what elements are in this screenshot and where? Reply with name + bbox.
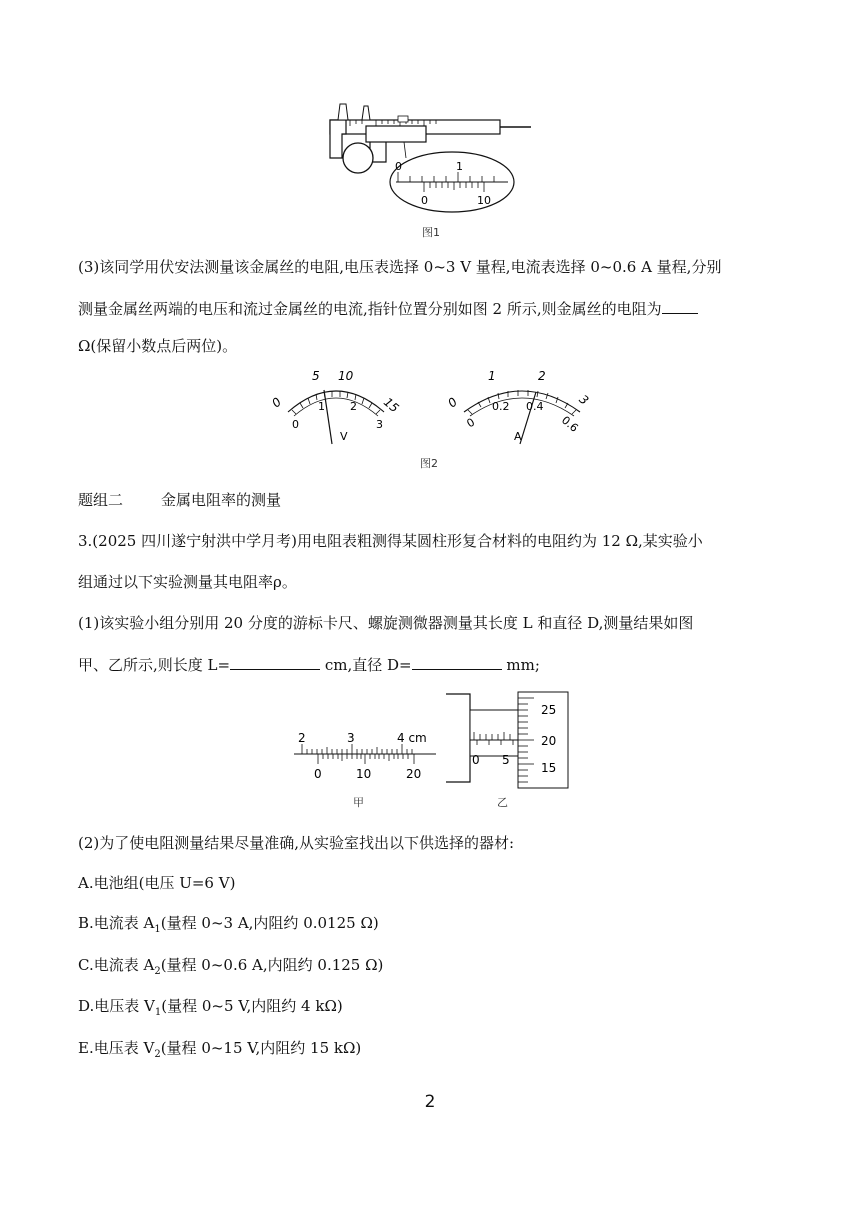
figure-jia-vernier <box>290 728 440 788</box>
jia-vernier-10: 10 <box>356 767 372 781</box>
voltmeter-inner-0: 0 <box>292 418 299 431</box>
jia-vernier-0: 0 <box>314 767 322 781</box>
equipment-item-e-text: E.电压表 V <box>78 1039 155 1057</box>
equipment-item-d-sub: 1 <box>154 1007 162 1018</box>
ammeter-inner-0.6: 0.6 <box>558 413 581 435</box>
page-number: 2 <box>424 1092 436 1112</box>
jia-main-3: 3 <box>347 731 355 745</box>
jia-vernier-20: 20 <box>406 767 422 781</box>
ammeter-outer-0: 0 <box>445 394 461 411</box>
ammeter-outer-2: 2 <box>538 369 546 383</box>
q3-line-1: (3)该同学用伏安法测量该金属丝的电阻,电压表选择 0~3 V 量程,电流表选择 0~0.6 A 量程,分别 <box>78 258 722 276</box>
equipment-item-a <box>78 873 235 893</box>
figure-2-caption: 图2 <box>420 457 438 470</box>
jia-main-2: 2 <box>298 731 306 745</box>
equipment-item-e <box>78 1038 361 1065</box>
q3b-line-2: 组通过以下实验测量其电阻率ρ。 <box>78 573 297 591</box>
equipment-item-a-text: A.电池组(电压 U=6 V) <box>78 874 236 892</box>
ammeter-outer-3: 3 <box>576 392 592 408</box>
ammeter-unit: A <box>514 430 522 443</box>
equipment-item-c <box>78 955 383 982</box>
length-answer-blank[interactable] <box>230 654 320 670</box>
equipment-item-c-spec: (量程 0~0.6 A,内阻约 0.125 Ω) <box>160 956 384 974</box>
fig1-vernier-label-0: 0 <box>421 194 428 207</box>
section-label: 题组二 <box>78 491 124 509</box>
figure-1-caption: 图1 <box>422 226 440 239</box>
equipment-item-b-text: B.电流表 A <box>78 914 155 932</box>
voltmeter-inner-1: 1 <box>318 400 325 413</box>
voltmeter-outer-10: 10 <box>338 369 354 383</box>
voltmeter-inner-3: 3 <box>376 418 383 431</box>
voltmeter-dial <box>269 369 401 444</box>
figure-1-vernier-caliper <box>326 98 536 214</box>
figure-yi-caption: 乙 <box>497 796 508 809</box>
section-heading <box>78 490 281 510</box>
fig1-vernier-label-10: 10 <box>477 194 491 207</box>
fig1-main-label-0: 0 <box>395 160 402 173</box>
ammeter-inner-0: 0 <box>464 415 478 431</box>
figure-yi-micrometer <box>444 690 574 790</box>
q3b-1-line-1: (1)该实验小组分别用 20 分度的游标卡尺、螺旋测微器测量其长度 L 和直径 D,测量结果如图 <box>78 614 694 632</box>
equipment-item-d <box>78 996 343 1023</box>
voltmeter-outer-0: 0 <box>269 394 285 411</box>
voltmeter-outer-5: 5 <box>312 369 320 383</box>
equipment-item-d-spec: (量程 0~5 V,内阻约 4 kΩ) <box>161 997 343 1015</box>
equipment-item-b <box>78 913 379 940</box>
equipment-item-d-text: D.电压表 V <box>78 997 155 1015</box>
q3b-1-text-c: mm; <box>501 656 540 674</box>
ammeter-inner-0.2: 0.2 <box>492 400 510 413</box>
equipment-item-c-sub: 2 <box>154 966 161 977</box>
yi-thimble-20: 20 <box>541 734 557 748</box>
equipment-item-b-spec: (量程 0~3 A,内阻约 0.0125 Ω) <box>160 914 379 932</box>
ammeter-inner-0.4: 0.4 <box>526 400 544 413</box>
resistance-answer-blank[interactable] <box>662 298 698 314</box>
ammeter-outer-1: 1 <box>488 369 496 383</box>
yi-sleeve-0: 0 <box>472 753 480 767</box>
fig1-main-label-1: 1 <box>456 160 463 173</box>
yi-thimble-15: 15 <box>541 761 557 775</box>
q3b-2-intro: (2)为了使电阻测量结果尽量准确,从实验室找出以下供选择的器材: <box>78 834 515 852</box>
figure-2-meters <box>269 368 602 444</box>
q3-line-3: Ω(保留小数点后两位)。 <box>78 337 238 355</box>
voltmeter-unit: V <box>340 430 348 443</box>
figure-jia-caption: 甲 <box>353 796 364 809</box>
q3b-line-1: 3.(2025 四川遂宁射洪中学月考)用电阻表粗测得某圆柱形复合材料的电阻约为 12 Ω,某实验小 <box>78 532 703 550</box>
voltmeter-inner-2: 2 <box>350 400 357 413</box>
yi-sleeve-5: 5 <box>502 753 510 767</box>
yi-thimble-25: 25 <box>541 703 557 717</box>
section-title: 金属电阻率的测量 <box>161 491 282 509</box>
equipment-item-c-text: C.电流表 A <box>78 956 155 974</box>
equipment-item-e-spec: (量程 0~15 V,内阻约 15 kΩ) <box>160 1039 362 1057</box>
equipment-item-b-sub: 1 <box>154 924 161 935</box>
ammeter-dial <box>445 369 591 444</box>
diameter-answer-blank[interactable] <box>412 654 502 670</box>
q3b-1-line-2 <box>78 654 540 675</box>
q3b-1-text-a: 甲、乙所示,则长度 L= <box>78 656 231 674</box>
q3-line-2-text: 测量金属丝两端的电压和流过金属丝的电流,指针位置分别如图 2 所示,则金属丝的电阻为 <box>78 300 662 318</box>
q3-line-2 <box>78 298 698 319</box>
equipment-item-e-sub: 2 <box>154 1049 161 1060</box>
jia-main-4cm: 4 cm <box>397 731 427 745</box>
voltmeter-outer-15: 15 <box>380 394 402 416</box>
q3b-1-text-b: cm,直径 D= <box>320 656 412 674</box>
